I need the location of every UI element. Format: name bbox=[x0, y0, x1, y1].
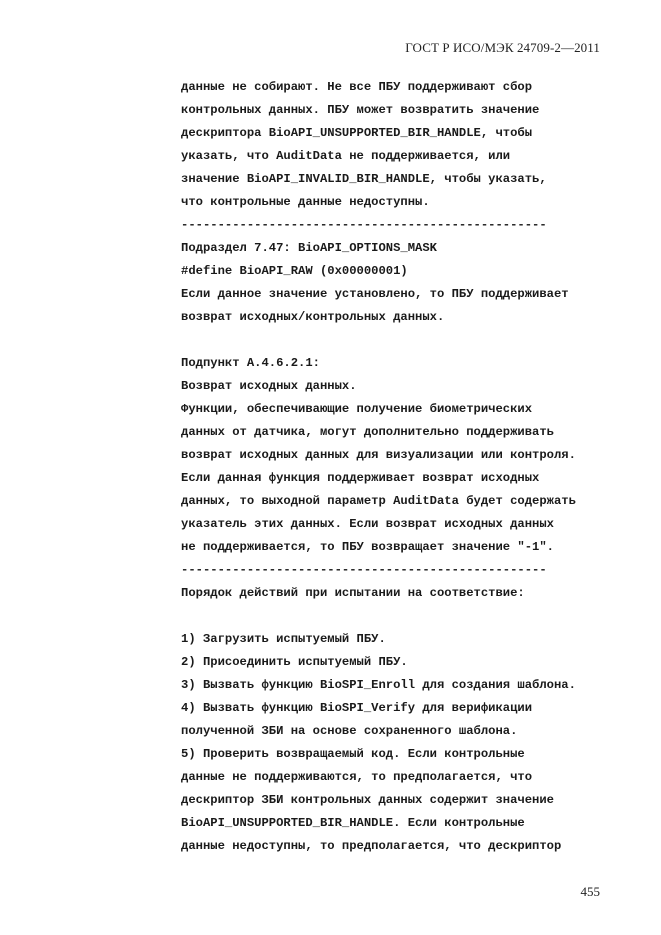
text-line: данные не поддерживаются, то предполагается, что bbox=[181, 770, 533, 784]
text-line: данные не собирают. Не все ПБУ поддерживают сбор bbox=[181, 80, 533, 94]
text-line: Если данное значение установлено, то ПБУ поддерживает bbox=[181, 287, 569, 301]
text-line: данных, то выходной параметр AuditData будет содержать bbox=[181, 494, 576, 508]
text-line: BioAPI_UNSUPPORTED_BIR_HANDLE. Если контрольные bbox=[181, 816, 525, 830]
text-line: возврат исходных/контрольных данных. bbox=[181, 310, 445, 324]
text-line: Подраздел 7.47: BioAPI_OPTIONS_MASK bbox=[181, 241, 437, 255]
separator-line: -------------------------------------------------- bbox=[181, 563, 547, 577]
text-line: данные недоступны, то предполагается, что дескриптор bbox=[181, 839, 562, 853]
page-number: 455 bbox=[580, 884, 600, 899]
text-line: указать, что AuditData не поддерживается, или bbox=[181, 149, 511, 163]
text-line: Если данная функция поддерживает возврат исходных bbox=[181, 471, 540, 485]
text-line: #define BioAPI_RAW (0x00000001) bbox=[181, 264, 408, 278]
text-line: Возврат исходных данных. bbox=[181, 379, 357, 393]
text-line: указатель этих данных. Если возврат исходных данных bbox=[181, 517, 554, 531]
text-line: Порядок действий при испытании на соответствие: bbox=[181, 586, 525, 600]
text-line: Функции, обеспечивающие получение биометрических bbox=[181, 402, 533, 416]
text-line: что контрольные данные недоступны. bbox=[181, 195, 430, 209]
text-line: 2) Присоединить испытуемый ПБУ. bbox=[181, 655, 408, 669]
text-line: 1) Загрузить испытуемый ПБУ. bbox=[181, 632, 386, 646]
text-line: полученной ЗБИ на основе сохраненного шаблона. bbox=[181, 724, 518, 738]
text-line: дескриптор ЗБИ контрольных данных содержит значение bbox=[181, 793, 554, 807]
text-line: не поддерживается, то ПБУ возвращает значение "-1". bbox=[181, 540, 554, 554]
text-line: 4) Вызвать функцию BioSPI_Verify для верификации bbox=[181, 701, 533, 715]
text-line: значение BioAPI_INVALID_BIR_HANDLE, чтобы указать, bbox=[181, 172, 547, 186]
text-line: возврат исходных данных для визуализации или контроля. bbox=[181, 448, 576, 462]
text-line: дескриптора BioAPI_UNSUPPORTED_BIR_HANDLE, чтобы bbox=[181, 126, 533, 140]
text-line: контрольных данных. ПБУ может возвратить значение bbox=[181, 103, 540, 117]
text-line: данных от датчика, могут дополнительно поддерживать bbox=[181, 425, 554, 439]
text-line: 3) Вызвать функцию BioSPI_Enroll для создания шаблона. bbox=[181, 678, 576, 692]
standard-header: ГОСТ Р ИСО/МЭК 24709-2—2011 bbox=[405, 40, 600, 55]
document-body bbox=[181, 76, 621, 858]
text-line: Подпункт А.4.6.2.1: bbox=[181, 356, 320, 370]
text-line: 5) Проверить возвращаемый код. Если контрольные bbox=[181, 747, 525, 761]
blank-line bbox=[181, 329, 621, 352]
separator-line: -------------------------------------------------- bbox=[181, 218, 547, 232]
blank-line bbox=[181, 605, 621, 628]
